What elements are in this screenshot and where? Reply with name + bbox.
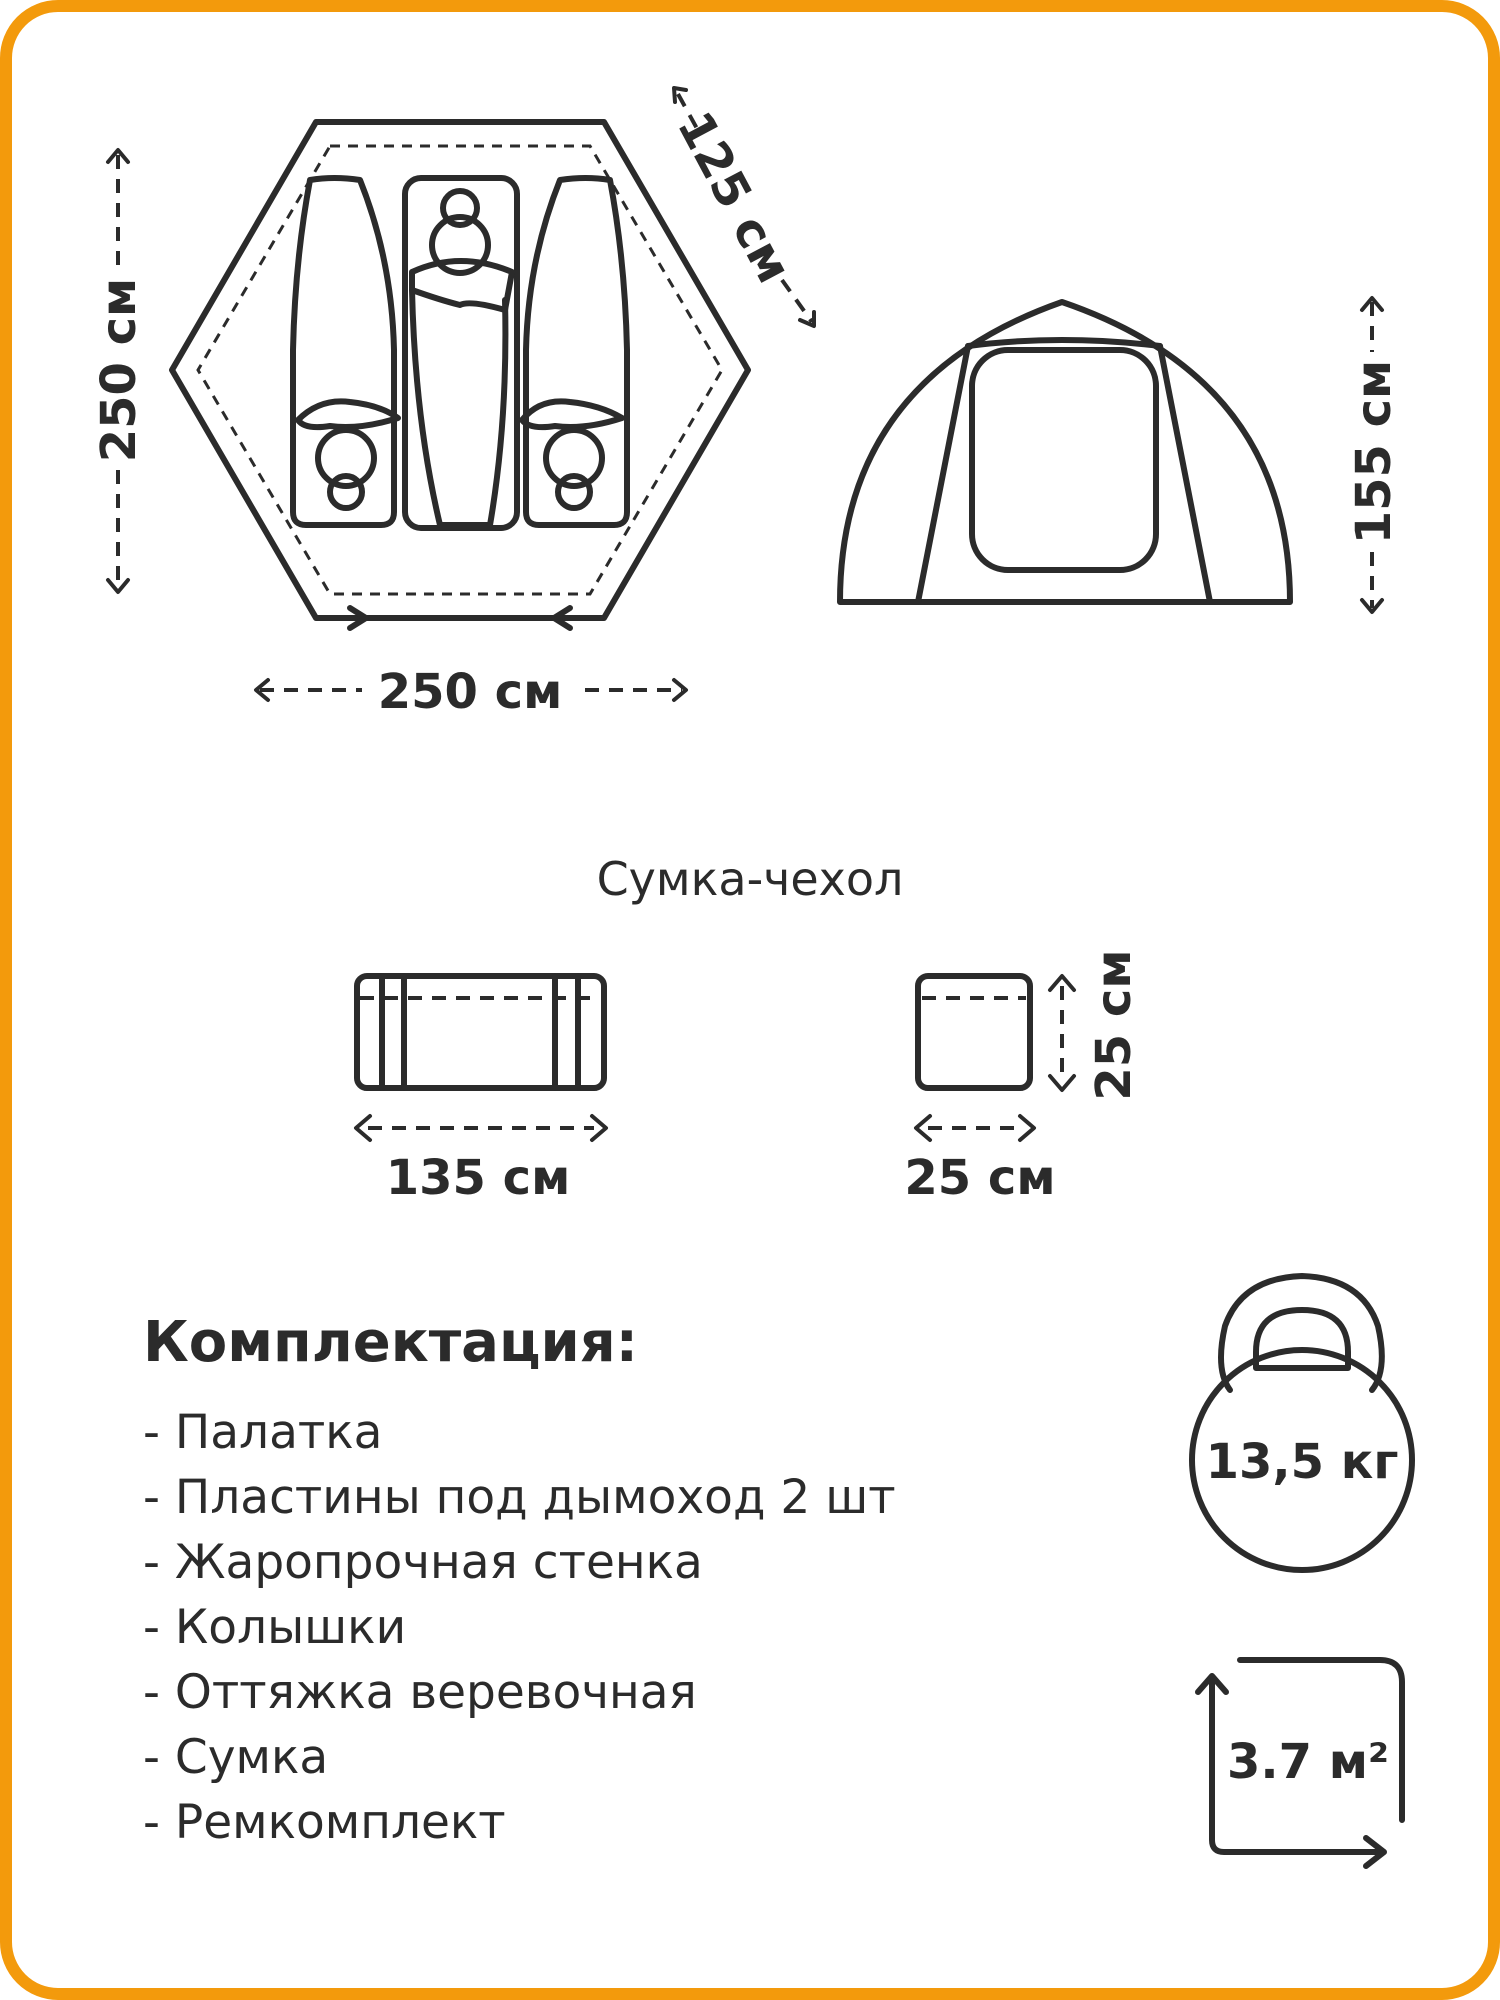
bag-length-label: 135 см	[385, 1150, 571, 1206]
area-value: 3.7 м²	[1227, 1734, 1389, 1790]
kit-list	[143, 1400, 896, 1855]
bag-width-label: 25 см	[904, 1150, 1056, 1206]
floor-width-label: 250 см	[377, 664, 563, 720]
list-item: - Палатка	[143, 1400, 896, 1465]
list-item: - Оттяжка веревочная	[143, 1660, 896, 1725]
tent-floor-plan	[172, 122, 748, 628]
sleeping-bag-left-icon	[293, 178, 398, 525]
tent-door	[972, 350, 1156, 570]
list-item: - Жаропрочная стенка	[143, 1530, 896, 1595]
list-item: - Сумка	[143, 1725, 896, 1790]
list-item: - Пластины под дымоход 2 шт	[143, 1465, 896, 1530]
tent-height-label: 155 см	[1346, 359, 1402, 545]
list-item: - Колышки	[143, 1595, 896, 1660]
kettlebell-icon	[1192, 1276, 1412, 1570]
sleeping-bag-middle-icon	[405, 178, 517, 528]
floor-height-label: 250 см	[91, 277, 147, 463]
bag-section-title: Сумка-чехол	[596, 852, 904, 906]
dimension-side-length	[666, 88, 814, 326]
weight-value: 13,5 кг	[1205, 1434, 1399, 1490]
dimension-bag-length	[356, 1116, 606, 1206]
hexagon-outline	[172, 122, 748, 618]
tent-side-view	[840, 302, 1290, 602]
side-length-label: 125 см	[666, 102, 803, 293]
sleeping-bag-right-icon	[522, 178, 627, 525]
dimension-bag-width	[904, 1116, 1055, 1206]
dimension-bag-height	[1050, 949, 1142, 1100]
list-item: - Ремкомплект	[143, 1790, 896, 1855]
bag-height-label: 25 см	[1086, 949, 1142, 1101]
kit-heading: Комплектация:	[143, 1310, 639, 1375]
dimension-tent-height	[1346, 298, 1402, 612]
bag-end-icon	[918, 976, 1030, 1088]
dimension-floor-height	[91, 150, 147, 592]
bag-front-icon	[357, 976, 604, 1088]
dimension-floor-width	[256, 664, 686, 720]
area-corner-arrows-icon	[1198, 1660, 1402, 1866]
